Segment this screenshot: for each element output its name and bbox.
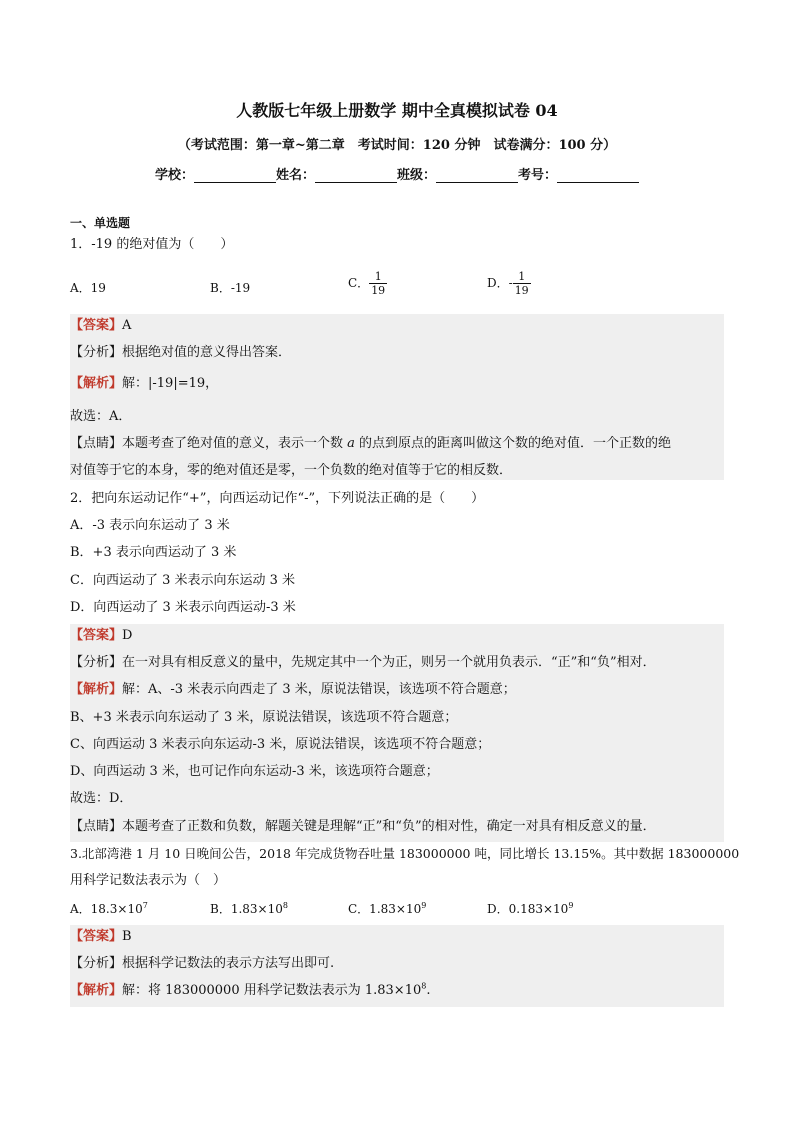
q3-option-d-exponent: 9 xyxy=(568,901,574,910)
q2-stem: 2．把向东运动记作“+”，向西运动记作“-”，下列说法正确的是（ ） xyxy=(70,491,485,506)
q3-answer: B xyxy=(122,929,132,944)
q1-choose-line: 故选：A． xyxy=(70,409,132,424)
q2-solution-line-1 xyxy=(70,681,516,699)
school-label: 学校： xyxy=(154,168,194,183)
q2-solution-line-4: D、向西运动 3 米，也可记作向东运动-3 米，该选项符合题意； xyxy=(70,764,439,779)
q1-comment-line-2: 对值等于它的本身，零的绝对值还是零，一个负数的绝对值等于它的相反数． xyxy=(70,463,513,478)
class-label: 班级： xyxy=(397,168,437,183)
class-blank[interactable] xyxy=(436,168,518,183)
q3-solution-tag: 【解析】 xyxy=(70,983,123,998)
q3-solution-end: . xyxy=(426,983,431,998)
q2-solution-1: 解：A、-3 米表示向西走了 3 米，原说法错误，该选项不符合题意； xyxy=(122,682,516,697)
q1-option-d-numerator: 1 xyxy=(513,270,531,284)
q1-comment-text-b: 的点到原点的距离叫做这个数的绝对值．一个正数的绝 xyxy=(354,436,672,451)
q2-analysis-line xyxy=(70,654,656,672)
q2-choose-line: 故选：D． xyxy=(70,791,133,806)
q1-stem: 1．-19 的绝对值为（ ） xyxy=(70,237,234,252)
q2-comment-line xyxy=(70,818,656,836)
q3-option-c-base: C．1.83×10 xyxy=(348,902,422,916)
name-label: 姓名： xyxy=(275,168,315,183)
q1-analysis: 根据绝对值的意义得出答案． xyxy=(122,345,292,360)
q1-solution-line xyxy=(70,375,218,393)
q3-option-b-exponent: 8 xyxy=(282,901,288,910)
exam-title: 人教版七年级上册数学 期中全真模拟试卷 04 xyxy=(236,101,558,120)
q1-option-a: A．19 xyxy=(70,281,106,295)
q1-option-d-fraction xyxy=(513,270,531,297)
q1-answer: A xyxy=(122,318,132,333)
section-title: 一、单选题 xyxy=(70,216,131,230)
q3-option-d xyxy=(487,900,573,917)
q1-comment-line-1 xyxy=(70,435,671,453)
q3-option-a xyxy=(70,900,148,917)
q3-solution-base: 解：将 183000000 用科学记数法表示为 1.83×10 xyxy=(122,983,422,998)
q2-answer-tag: 【答案】 xyxy=(70,628,123,643)
q2-answer: D xyxy=(122,628,133,643)
q3-analysis: 根据科学记数法的表示方法写出即可. xyxy=(122,956,335,971)
q1-comment-variable: a xyxy=(347,436,355,451)
q3-stem-line-1: 3.北部湾港 1 月 10 日晚间公告，2018 年完成货物吞吐量 183000000 吨，同比增长 13.15%。其中数据 183000000 xyxy=(70,846,740,861)
id-blank[interactable] xyxy=(557,168,639,183)
q1-option-d-denominator: 19 xyxy=(514,284,529,297)
q2-option-c: C．向西运动了 3 米表示向东运动 3 米 xyxy=(70,573,296,588)
q2-option-b: B．+3 表示向西运动了 3 米 xyxy=(70,545,237,560)
q3-option-b xyxy=(210,900,288,917)
q2-comment: 本题考查了正数和负数，解题关键是理解“正”和“负”的相对性，确定一对具有相反意义的量． xyxy=(122,819,656,834)
q1-answer-line xyxy=(70,317,131,335)
q3-analysis-tag: 【分析】 xyxy=(70,956,123,971)
q2-comment-tag: 【点睛】 xyxy=(70,819,123,834)
q1-comment-tag: 【点睛】 xyxy=(70,436,123,451)
q1-analysis-line xyxy=(70,344,291,362)
q2-solution-line-3: C、向西运动 3 米表示向东运动-3 米，原说法错误，该选项不符合题意； xyxy=(70,737,491,752)
q3-solution-line xyxy=(70,982,430,1000)
q1-option-d xyxy=(487,270,531,297)
q1-solution-tag: 【解析】 xyxy=(70,376,123,391)
name-blank[interactable] xyxy=(315,168,397,183)
q2-solution-line-2: B、+3 米表示向东运动了 3 米，原说法错误，该选项不符合题意； xyxy=(70,710,458,725)
q3-solution-exponent: 8 xyxy=(421,981,427,991)
q2-option-a: A．-3 表示向东运动了 3 米 xyxy=(70,518,230,533)
q3-option-c xyxy=(348,900,426,917)
q1-analysis-tag: 【分析】 xyxy=(70,345,123,360)
q2-option-d: D．向西运动了 3 米表示向西运动-3 米 xyxy=(70,600,296,615)
q1-option-c-numerator: 1 xyxy=(369,270,387,284)
q1-solution-block xyxy=(70,314,724,480)
q3-option-d-base: D．0.183×10 xyxy=(487,902,569,916)
q3-analysis-line xyxy=(70,955,334,973)
q3-stem-line-2: 用科学记数法表示为（ ） xyxy=(70,873,227,888)
q2-answer-line xyxy=(70,627,132,645)
q3-answer-tag: 【答案】 xyxy=(70,929,123,944)
q3-option-c-exponent: 9 xyxy=(421,901,427,910)
q1-solution: 解：|-19|=19， xyxy=(122,376,219,391)
q2-analysis: 在一对具有相反意义的量中，先规定其中一个为正，则另一个就用负表示．“正”和“负”相对． xyxy=(122,655,656,670)
q1-answer-tag: 【答案】 xyxy=(70,318,123,333)
id-label: 考号： xyxy=(518,168,558,183)
q1-option-c-fraction xyxy=(369,270,387,297)
q1-option-c-denominator: 19 xyxy=(371,284,386,297)
q1-option-c xyxy=(348,270,387,297)
q3-option-a-exponent: 7 xyxy=(142,901,148,910)
q1-option-d-prefix: D．- xyxy=(487,276,513,290)
q1-option-c-prefix: C． xyxy=(348,276,370,290)
q3-option-a-base: A．18.3×10 xyxy=(70,902,143,916)
q2-analysis-tag: 【分析】 xyxy=(70,655,123,670)
school-blank[interactable] xyxy=(194,168,276,183)
q3-answer-line xyxy=(70,928,132,946)
q1-comment-text-a: 本题考查了绝对值的意义，表示一个数 xyxy=(122,436,348,451)
q3-option-b-base: B．1.83×10 xyxy=(210,902,283,916)
exam-subtitle: （考试范围：第一章~第二章 考试时间：120 分钟 试卷满分：100 分） xyxy=(177,138,617,153)
student-info-line xyxy=(0,164,794,183)
q2-solution-tag: 【解析】 xyxy=(70,682,123,697)
q1-option-b: B．-19 xyxy=(210,281,251,295)
